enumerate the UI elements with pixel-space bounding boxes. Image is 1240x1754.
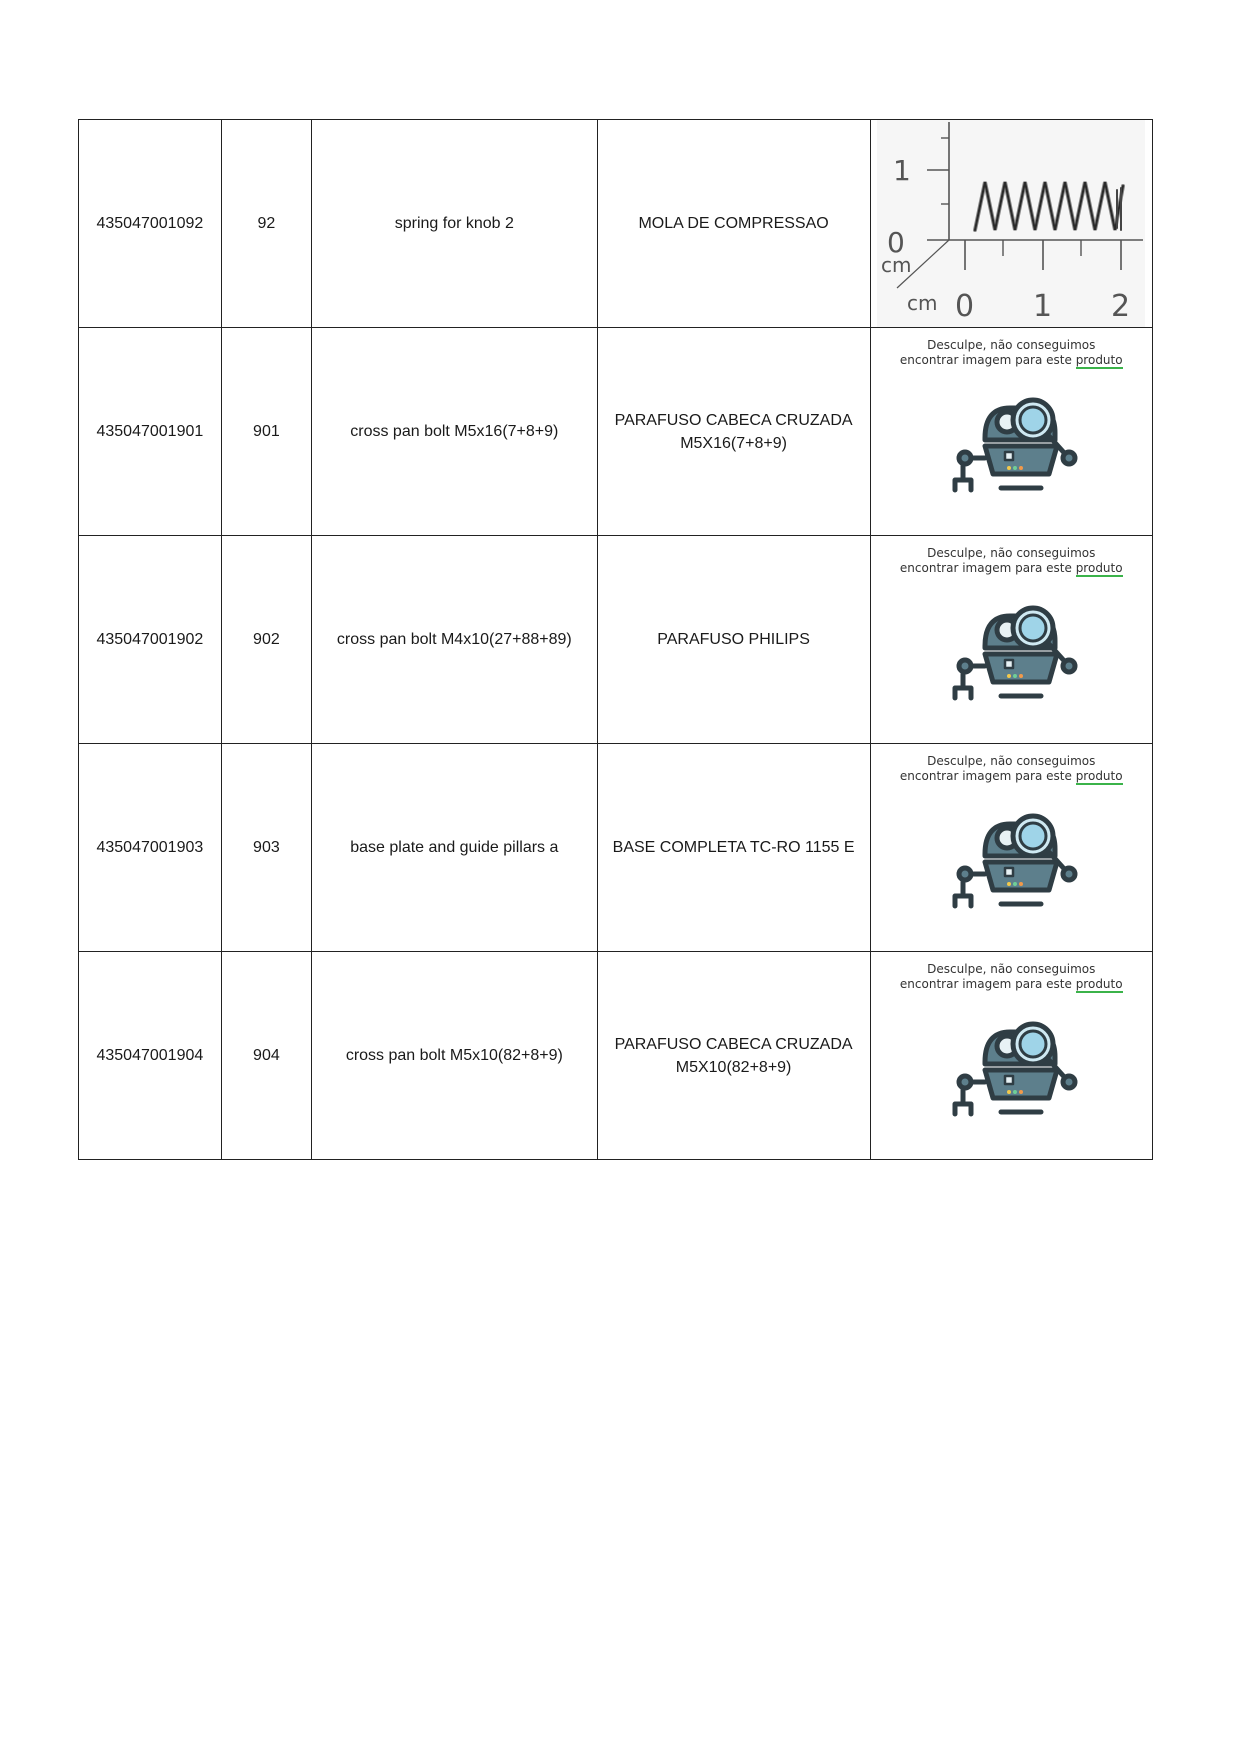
no-image-placeholder xyxy=(877,328,1146,535)
part-description-en: spring for knob 2 xyxy=(312,120,598,328)
part-code: 435047001901 xyxy=(79,328,222,536)
part-code: 435047001902 xyxy=(79,536,222,744)
part-description-pt: MOLA DE COMPRESSAO xyxy=(597,120,870,328)
no-image-message: Desculpe, não conseguimos encontrar imagem para este produto xyxy=(899,962,1123,991)
part-image-cell xyxy=(870,952,1152,1160)
table-row xyxy=(79,744,1153,952)
no-image-placeholder xyxy=(877,744,1146,951)
part-position: 92 xyxy=(221,120,311,328)
product-link[interactable]: produto xyxy=(1075,561,1123,575)
scale-label: cm xyxy=(907,291,938,315)
robot-icon xyxy=(945,586,1085,726)
robot-icon xyxy=(945,378,1085,518)
parts-table xyxy=(78,119,1153,1160)
table-row xyxy=(79,120,1153,328)
table-row xyxy=(79,328,1153,536)
part-position: 902 xyxy=(221,536,311,744)
robot-icon xyxy=(945,794,1085,934)
part-image-cell xyxy=(870,744,1152,952)
part-description-pt: BASE COMPLETA TC-RO 1155 E xyxy=(597,744,870,952)
part-description-pt: PARAFUSO CABECA CRUZADA M5X10(82+8+9) xyxy=(597,952,870,1160)
no-image-message: Desculpe, não conseguimos encontrar imagem para este produto xyxy=(899,754,1123,783)
scale-label: 1 xyxy=(893,154,912,187)
part-image-cell xyxy=(870,328,1152,536)
part-image-cell xyxy=(870,120,1152,328)
part-description-pt: PARAFUSO CABECA CRUZADA M5X16(7+8+9) xyxy=(597,328,870,536)
no-image-message: Desculpe, não conseguimos encontrar imagem para este produto xyxy=(899,338,1123,367)
part-code: 435047001092 xyxy=(79,120,222,328)
table-row xyxy=(79,952,1153,1160)
scale-label: 0 xyxy=(955,289,975,324)
part-description-en: cross pan bolt M4x10(27+88+89) xyxy=(312,536,598,744)
product-link[interactable]: produto xyxy=(1075,977,1123,991)
part-code: 435047001903 xyxy=(79,744,222,952)
part-position: 903 xyxy=(221,744,311,952)
no-image-placeholder xyxy=(877,952,1146,1159)
spring-photo xyxy=(877,120,1145,327)
no-image-message: Desculpe, não conseguimos encontrar imagem para este produto xyxy=(899,546,1123,575)
table-row xyxy=(79,536,1153,744)
scale-label: cm xyxy=(881,253,912,277)
scale-label: 1 xyxy=(1033,289,1053,324)
part-code: 435047001904 xyxy=(79,952,222,1160)
part-description-en: cross pan bolt M5x16(7+8+9) xyxy=(312,328,598,536)
part-position: 904 xyxy=(221,952,311,1160)
robot-icon xyxy=(945,1002,1085,1142)
product-link[interactable]: produto xyxy=(1075,353,1123,367)
part-description-pt: PARAFUSO PHILIPS xyxy=(597,536,870,744)
product-link[interactable]: produto xyxy=(1075,769,1123,783)
part-image-cell xyxy=(870,536,1152,744)
part-description-en: base plate and guide pillars a xyxy=(312,744,598,952)
scale-label: 2 xyxy=(1111,289,1131,324)
scale-label: 0 xyxy=(887,226,906,259)
part-position: 901 xyxy=(221,328,311,536)
part-description-en: cross pan bolt M5x10(82+8+9) xyxy=(312,952,598,1160)
no-image-placeholder xyxy=(877,536,1146,743)
